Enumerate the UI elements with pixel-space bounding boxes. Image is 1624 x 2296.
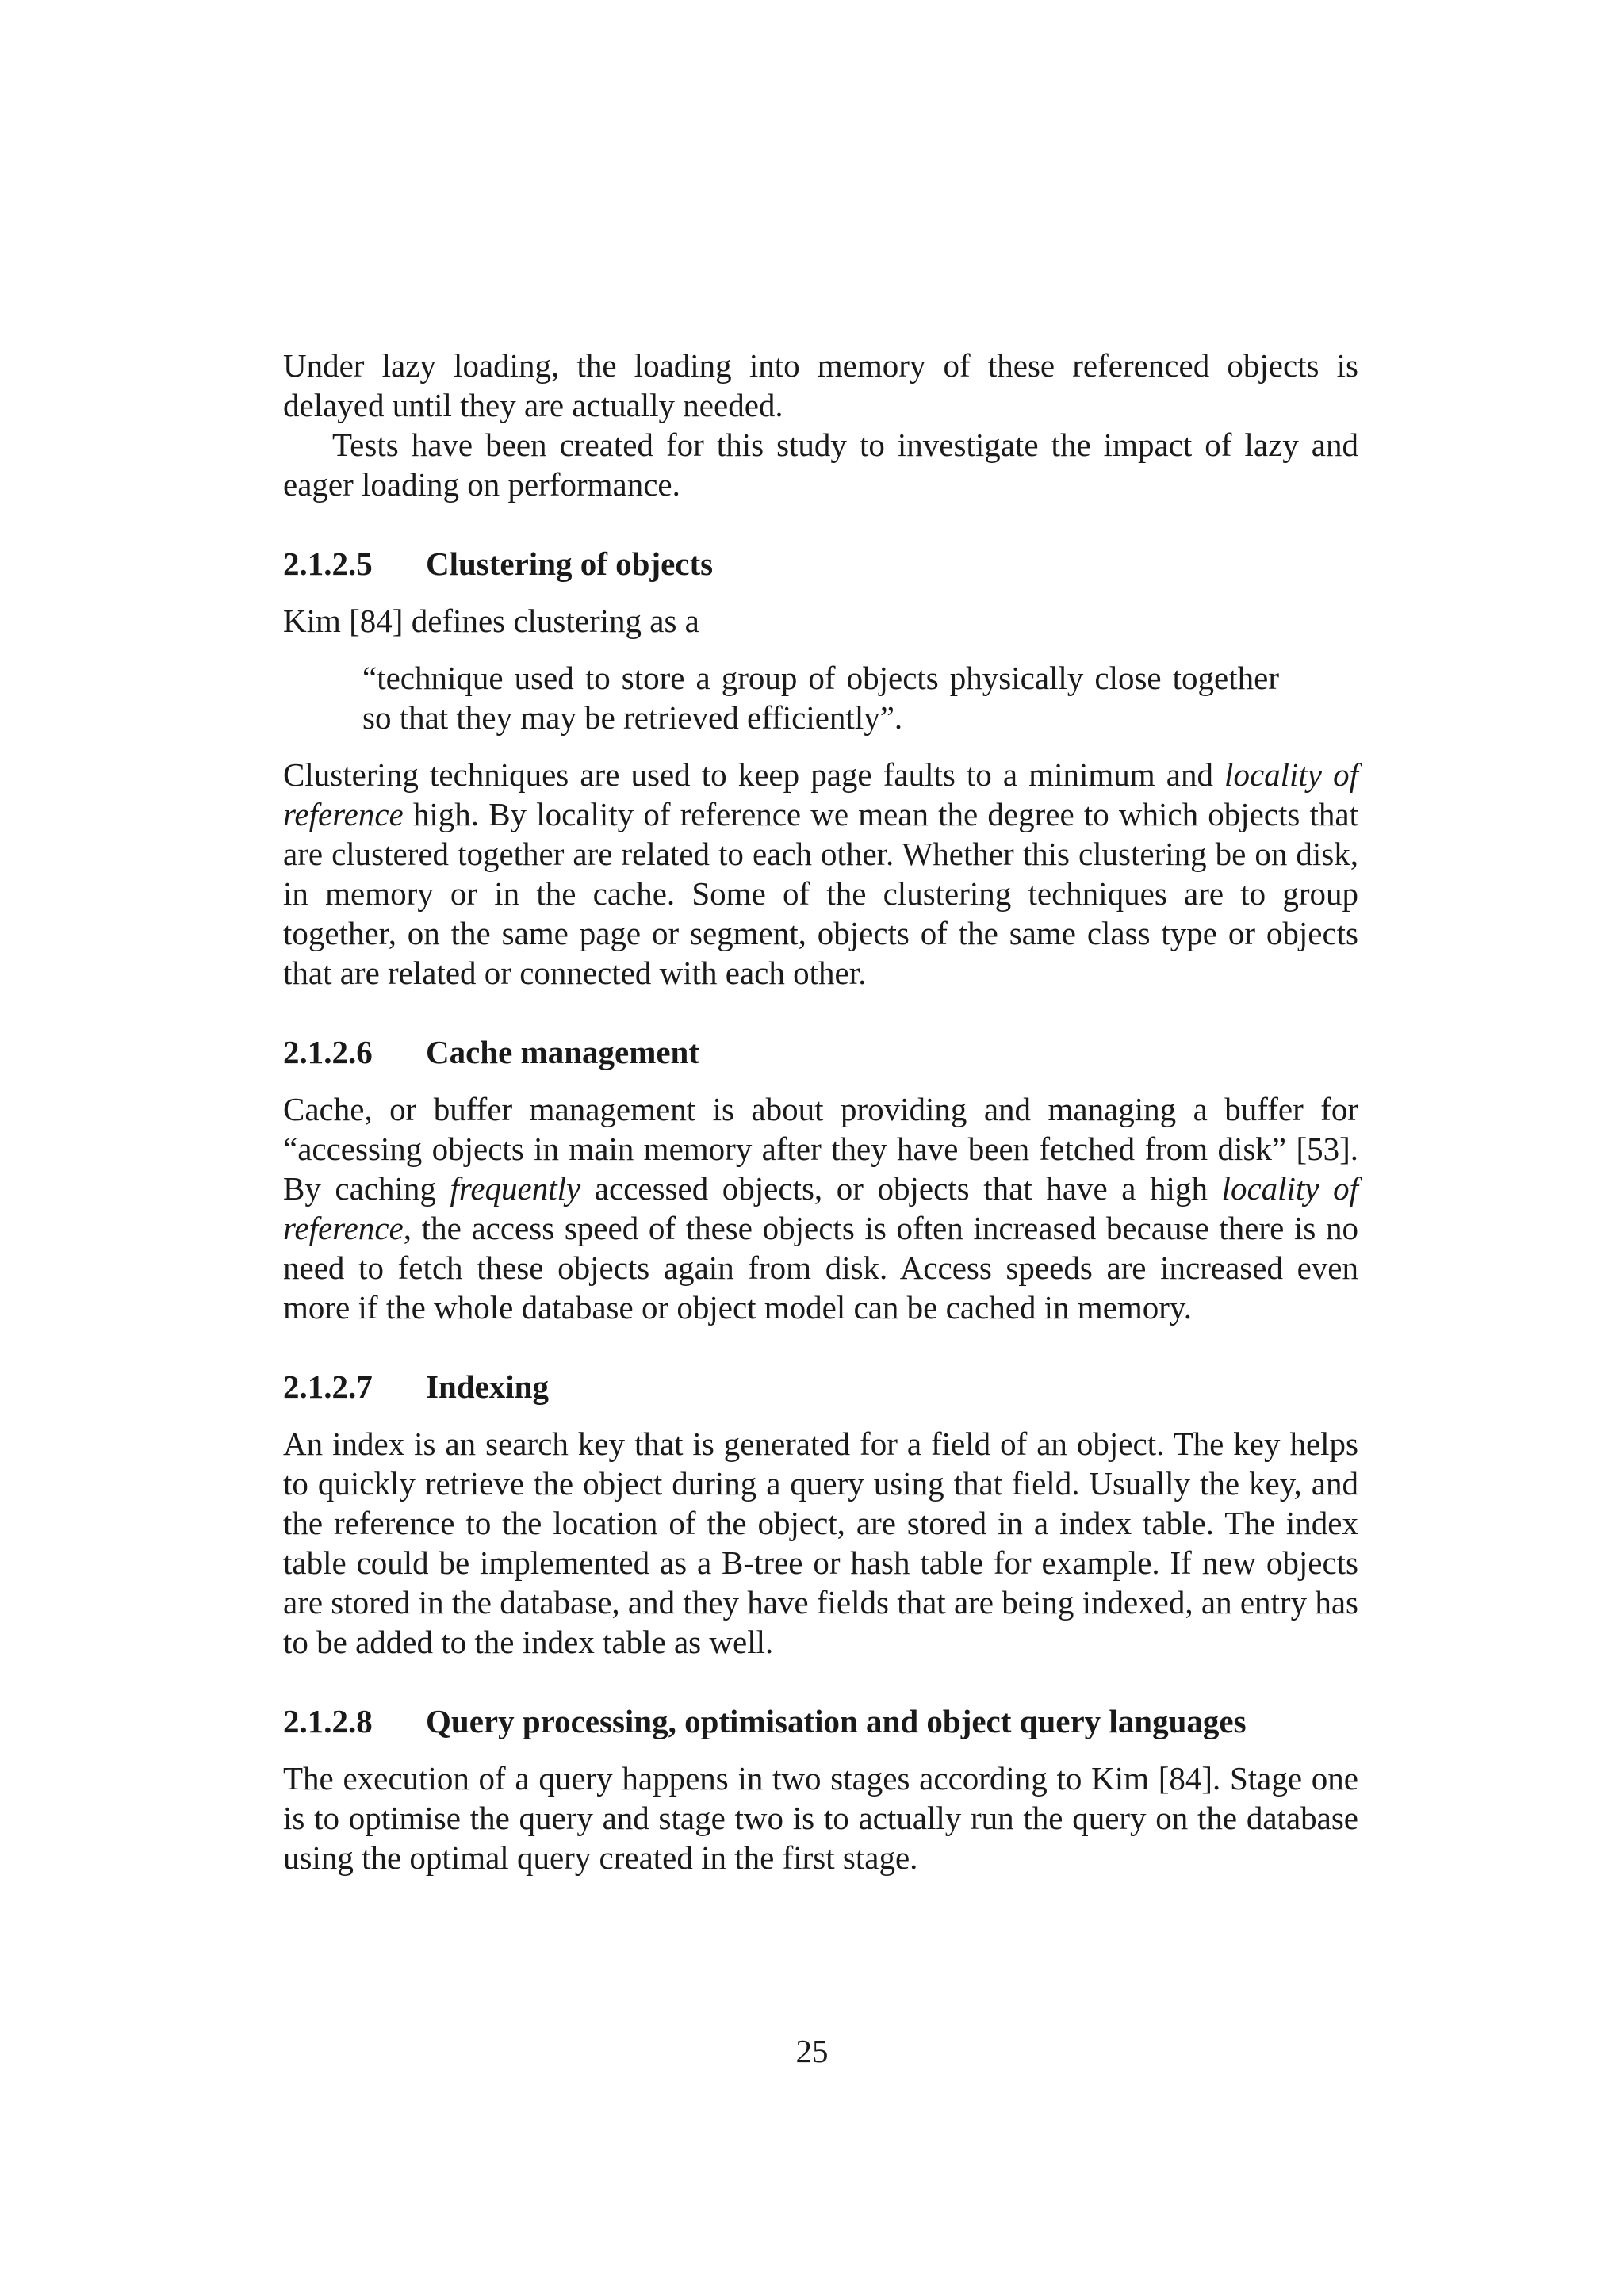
- paragraph-cache-body: [283, 1089, 1358, 1327]
- section-number: 2.1.2.6: [283, 1034, 373, 1070]
- paragraph-clustering-intro: Kim [84] defines clustering as a: [283, 603, 699, 639]
- section-heading-query: [283, 1701, 1358, 1741]
- section-number: 2.1.2.7: [283, 1368, 373, 1405]
- emphasis-text: frequently: [450, 1170, 581, 1207]
- section-title: Query processing, optimisation and object query languages: [426, 1703, 1247, 1739]
- section-heading-cache: [283, 1032, 1358, 1072]
- section-number: 2.1.2.5: [283, 545, 373, 582]
- section-heading-indexing: [283, 1367, 1358, 1406]
- paragraph-indexing-body: An index is an search key that is generated for a field of an object. The key helps to quickly retrieve the object during a query using that field. Usually the key, and the reference to the location of the object, are stored in a index table. The index table could be implemented as a B-tree or hash table for example. If new objects are stored in the database, and they have fields that are being indexed, an entry has to be added to the index table as well.: [283, 1425, 1358, 1660]
- section-heading-clustering: [283, 544, 1358, 584]
- section-title: Cache management: [426, 1034, 700, 1070]
- paragraph-tests: Tests have been created for this study to investigate the impact of lazy and eager loading on performance.: [283, 427, 1358, 503]
- block-quote: “technique used to store a group of objects physically close together so that they may be retrieved efficiently”.: [362, 660, 1279, 736]
- section-title: Indexing: [426, 1368, 549, 1405]
- text-run: accessed objects, or objects that have a high: [580, 1170, 1222, 1207]
- text-run: Cache, or buffer management is about providing and managing a buffer for “accessing objects in main memory after they have been fetched from disk” [53]. By caching: [283, 1091, 1358, 1207]
- text-run: high. By locality of reference we mean the degree to which objects that are clustered together are related to each other. Whether this clustering be on disk, in memory or in the cache. Some of the clustering techniques are to group together, on the same page or segment, objects of the same class type or objects that are related or connected with each other.: [283, 796, 1358, 991]
- page-body: [283, 346, 1358, 1877]
- paragraph-lazy-loading: Under lazy loading, the loading into memory of these referenced objects is delayed until they are actually needed.: [283, 347, 1358, 423]
- text-run: , the access speed of these objects is often increased because there is no need to fetch these objects again from disk. Access speeds are increased even more if the whole database or object model can be cached in memory.: [283, 1210, 1358, 1326]
- page-number: 25: [795, 2033, 829, 2069]
- emphasis-text: locality of reference: [283, 756, 1358, 832]
- paragraph-query-body: The execution of a query happens in two stages according to Kim [84]. Stage one is to optimise the query and stage two is to actually run the query on the database using the optimal query created in the first stage.: [283, 1760, 1358, 1876]
- text-run: Clustering techniques are used to keep page faults to a minimum and: [283, 756, 1225, 793]
- paragraph-clustering-body: [283, 755, 1358, 993]
- section-number: 2.1.2.8: [283, 1703, 373, 1739]
- section-title: Clustering of objects: [426, 545, 714, 582]
- emphasis-text: locality of reference: [283, 1170, 1358, 1246]
